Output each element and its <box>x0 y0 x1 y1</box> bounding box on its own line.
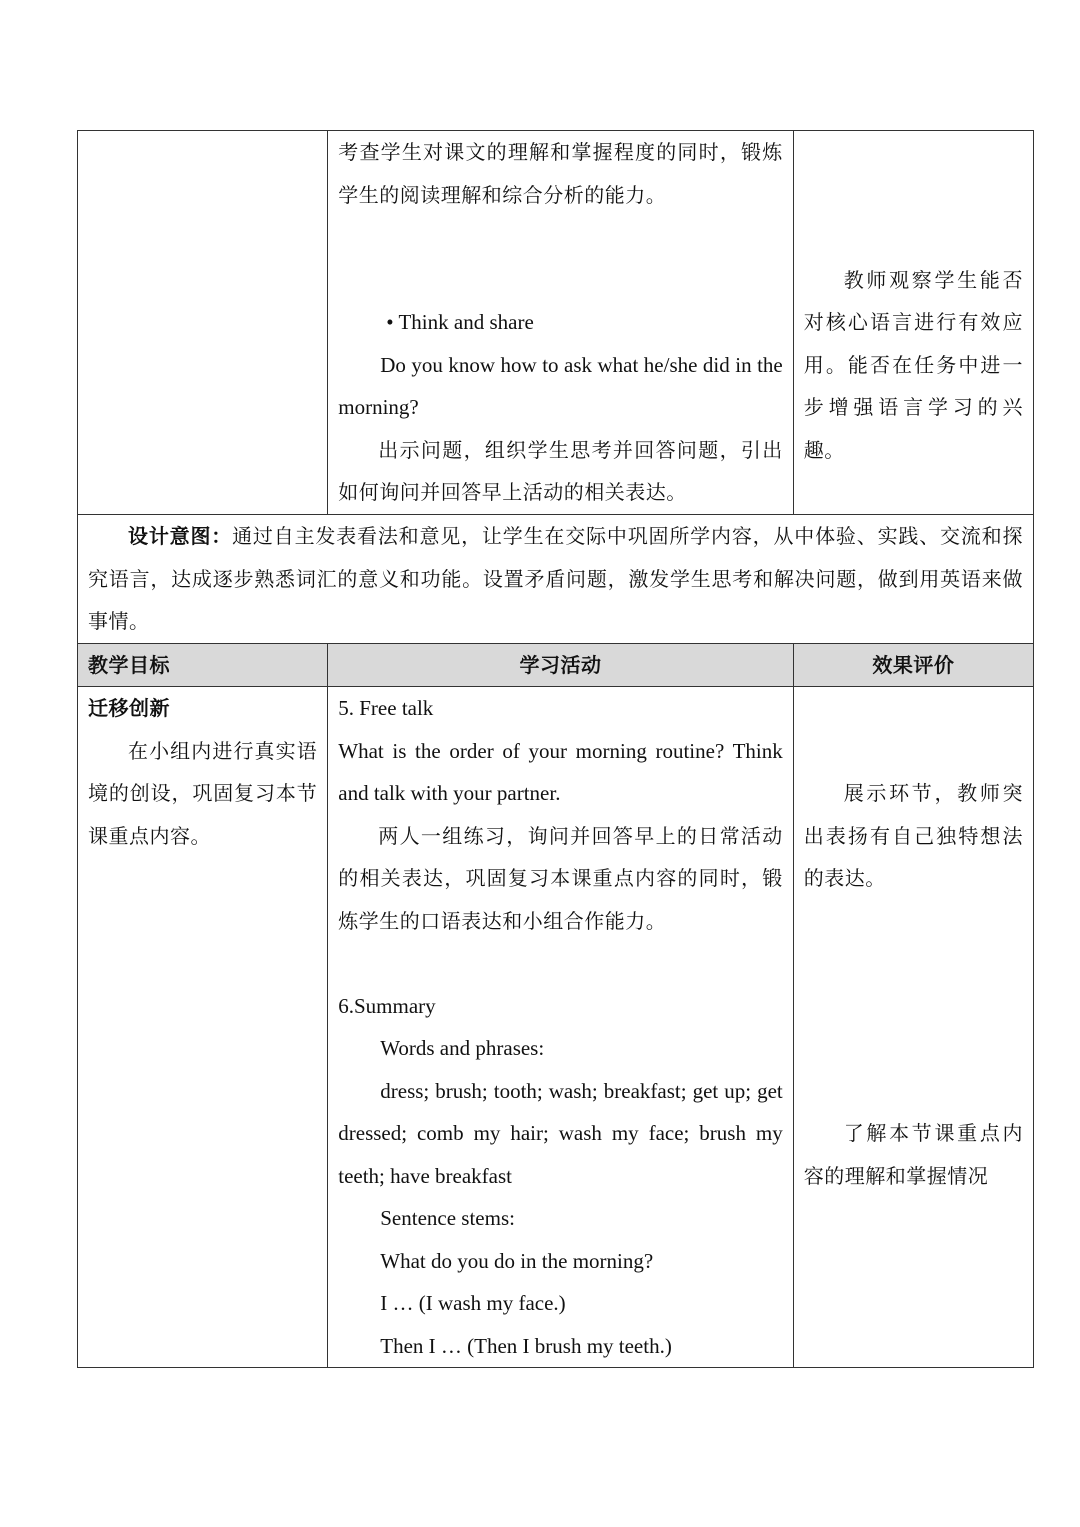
bottom-goal-cell <box>78 687 328 1368</box>
table-row-top <box>78 131 1034 515</box>
table-row-bottom <box>78 687 1034 1368</box>
header-learning-activity: 学习活动 <box>328 643 793 687</box>
evaluation-text-2: 了解本节课重点内容的理解和掌握情况 <box>803 1121 1023 1188</box>
design-intent-paragraph <box>88 515 1023 643</box>
top-goal-cell <box>78 131 328 515</box>
table-row-design-intent <box>78 515 1034 644</box>
sentence-stem-2: I … (I wash my face.) <box>380 1291 566 1315</box>
stems-label: Sentence stems: <box>380 1206 515 1230</box>
free-talk-description: 两人一组练习，询问并回答早上的日常活动的相关表达，巩固复习本课重点内容的同时，锻炼学生的口语表达和小组合作能力。 <box>338 823 783 933</box>
words-label: Words and phrases: <box>380 1036 545 1060</box>
sentence-stem-3: Then I … (Then I brush my teeth.) <box>380 1333 672 1358</box>
sentence-stem-1: What do you do in the morning? <box>380 1248 654 1273</box>
think-share-bullet: • Think and share <box>386 310 534 334</box>
reading-summary-text: 考查学生对课文的理解和掌握程度的同时，锻炼学生的阅读理解和综合分析的能力。 <box>338 140 783 207</box>
evaluation-text-1: 展示环节，教师突出表扬有自己独特想法的表达。 <box>803 781 1023 890</box>
design-intent-text: 通过自主发表看法和意见，让学生在交际中巩固所学内容，从中体验、实践、交流和探究语言，达成逐步熟悉词汇的意义和功能。设置矛盾问题，激发学生思考和解决问题，做到用英语来做事情。 <box>88 524 1024 633</box>
top-evaluation-cell <box>793 131 1033 515</box>
table-header-row <box>78 643 1034 687</box>
lesson-plan-page <box>77 130 1034 1368</box>
header-teaching-goal: 教学目标 <box>78 643 328 687</box>
words-list: dress; brush; tooth; wash; breakfast; get up; get dressed; comb my hair; wash my face; brush my teeth; have breakfast <box>338 1078 783 1188</box>
summary-title: 6.Summary <box>338 993 436 1018</box>
header-effect-evaluation: 效果评价 <box>793 643 1033 687</box>
design-intent-label: 设计意图： <box>128 524 233 548</box>
top-evaluation-text: 教师观察学生能否对核心语言进行有效应用。能否在任务中进一步增强语言学习的兴趣。 <box>803 267 1023 462</box>
design-intent-cell <box>78 515 1034 644</box>
bottom-activity-cell <box>328 687 793 1368</box>
top-activity-cell <box>328 131 793 515</box>
bottom-evaluation-cell <box>793 687 1033 1368</box>
think-share-description: 出示问题，组织学生思考并回答问题，引出如何询问并回答早上活动的相关表达。 <box>338 437 783 504</box>
lesson-plan-table <box>77 130 1034 1368</box>
free-talk-title: 5. Free talk <box>338 696 434 720</box>
goal-text: 在小组内进行真实语境的创设，巩固复习本节课重点内容。 <box>88 738 318 848</box>
goal-title: 迁移创新 <box>88 696 170 720</box>
free-talk-question: What is the order of your morning routine? Think and talk with your partner. <box>338 738 783 805</box>
think-share-question: Do you know how to ask what he/she did in the morning? <box>338 352 783 419</box>
